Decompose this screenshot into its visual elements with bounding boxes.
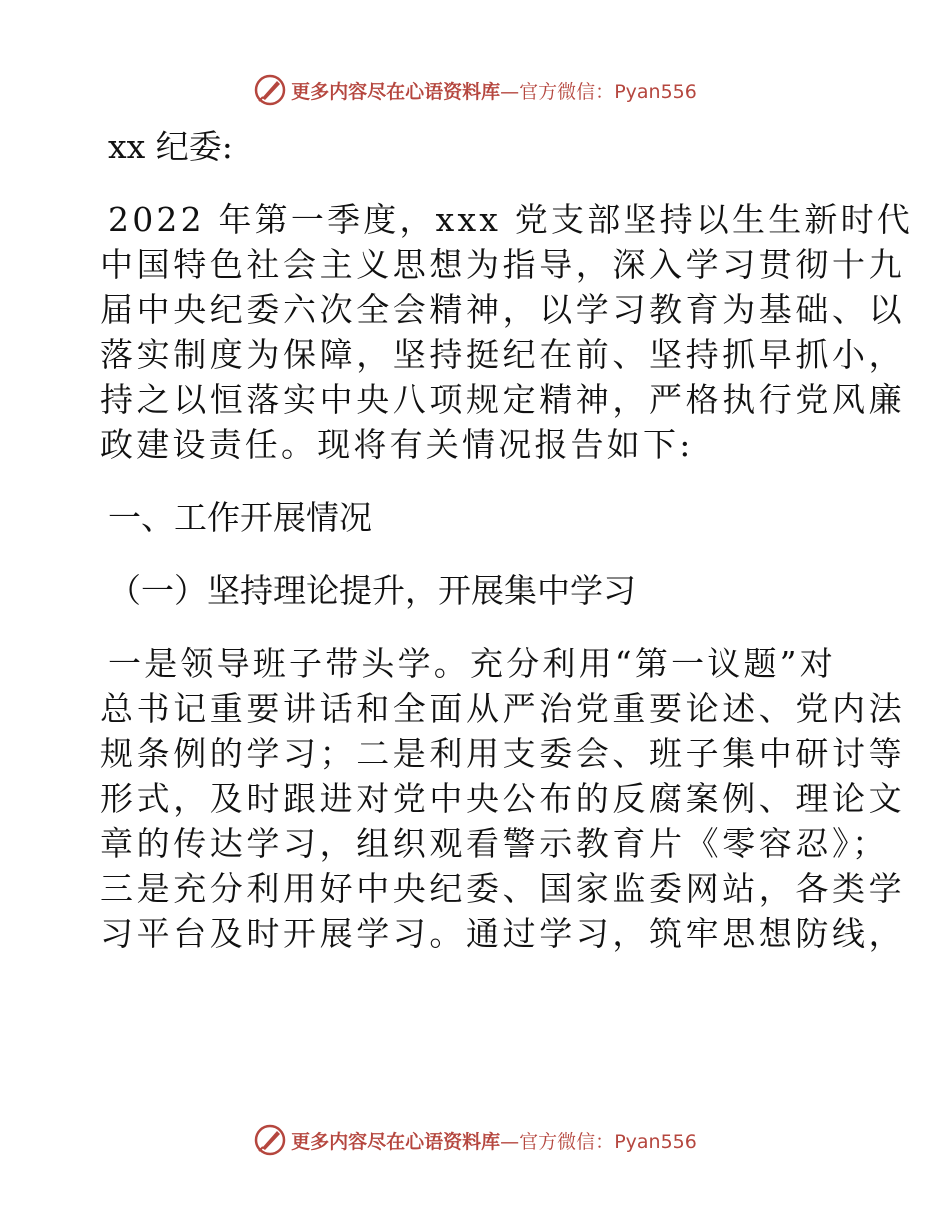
quill-logo-icon — [253, 73, 287, 107]
paragraph-line: 持之以恒落实中央八项规定精神，严格执行党风廉 — [100, 380, 906, 419]
paragraph-line: 一是领导班子带头学。充分利用“第一议题”对 — [108, 644, 836, 683]
salutation: xx 纪委: — [108, 127, 233, 166]
watermark-dash: — — [500, 1130, 520, 1153]
watermark-account: Pyan556 — [614, 1130, 697, 1153]
section-heading: 一、工作开展情况 — [108, 498, 372, 537]
watermark-text — [291, 77, 697, 104]
document-page — [100, 124, 913, 956]
watermark-official-label: 官方微信： — [519, 80, 615, 103]
paragraph-line: 形式，及时跟进对党中央公布的反腐案例、理论文 — [100, 779, 906, 818]
watermark-banner-top — [0, 70, 950, 110]
paragraph-line: 规条例的学习；二是利用支委会、班子集中研讨等 — [100, 734, 906, 773]
watermark-text — [291, 1127, 697, 1154]
paragraph-line: 习平台及时开展学习。通过学习，筑牢思想防线， — [100, 914, 906, 953]
watermark-site-text: 更多内容尽在心语资料库 — [291, 1130, 501, 1153]
watermark-banner-bottom — [0, 1120, 950, 1160]
paragraph-line: 届中央纪委六次全会精神，以学习教育为基础、以 — [100, 290, 906, 329]
paragraph-line: 中国特色社会主义思想为指导，深入学习贯彻十九 — [100, 245, 906, 284]
paragraph-line: 章的传达学习，组织观看警示教育片《零容忍》； — [100, 824, 889, 863]
quill-logo-icon — [253, 1123, 287, 1157]
paragraph-line: 落实制度为保障，坚持挺纪在前、坚持抓早抓小， — [100, 335, 906, 374]
watermark-site-text: 更多内容尽在心语资料库 — [291, 80, 501, 103]
body-paragraph — [100, 641, 906, 956]
watermark-official-label: 官方微信： — [519, 1130, 615, 1153]
paragraph-line: 政建设责任。现将有关情况报告如下: — [100, 425, 694, 464]
watermark-dash: — — [500, 80, 520, 103]
watermark-account: Pyan556 — [614, 80, 697, 103]
paragraph-line: 三是充分利用好中央纪委、国家监委网站，各类学 — [100, 869, 906, 908]
subsection-heading: （一）坚持理论提升，开展集中学习 — [108, 571, 636, 610]
paragraph-line: 总书记重要讲话和全面从严治党重要论述、党内法 — [100, 689, 906, 728]
intro-paragraph — [100, 197, 913, 467]
paragraph-line: 2022 年第一季度，xxx 党支部坚持以生生新时代 — [108, 200, 913, 239]
